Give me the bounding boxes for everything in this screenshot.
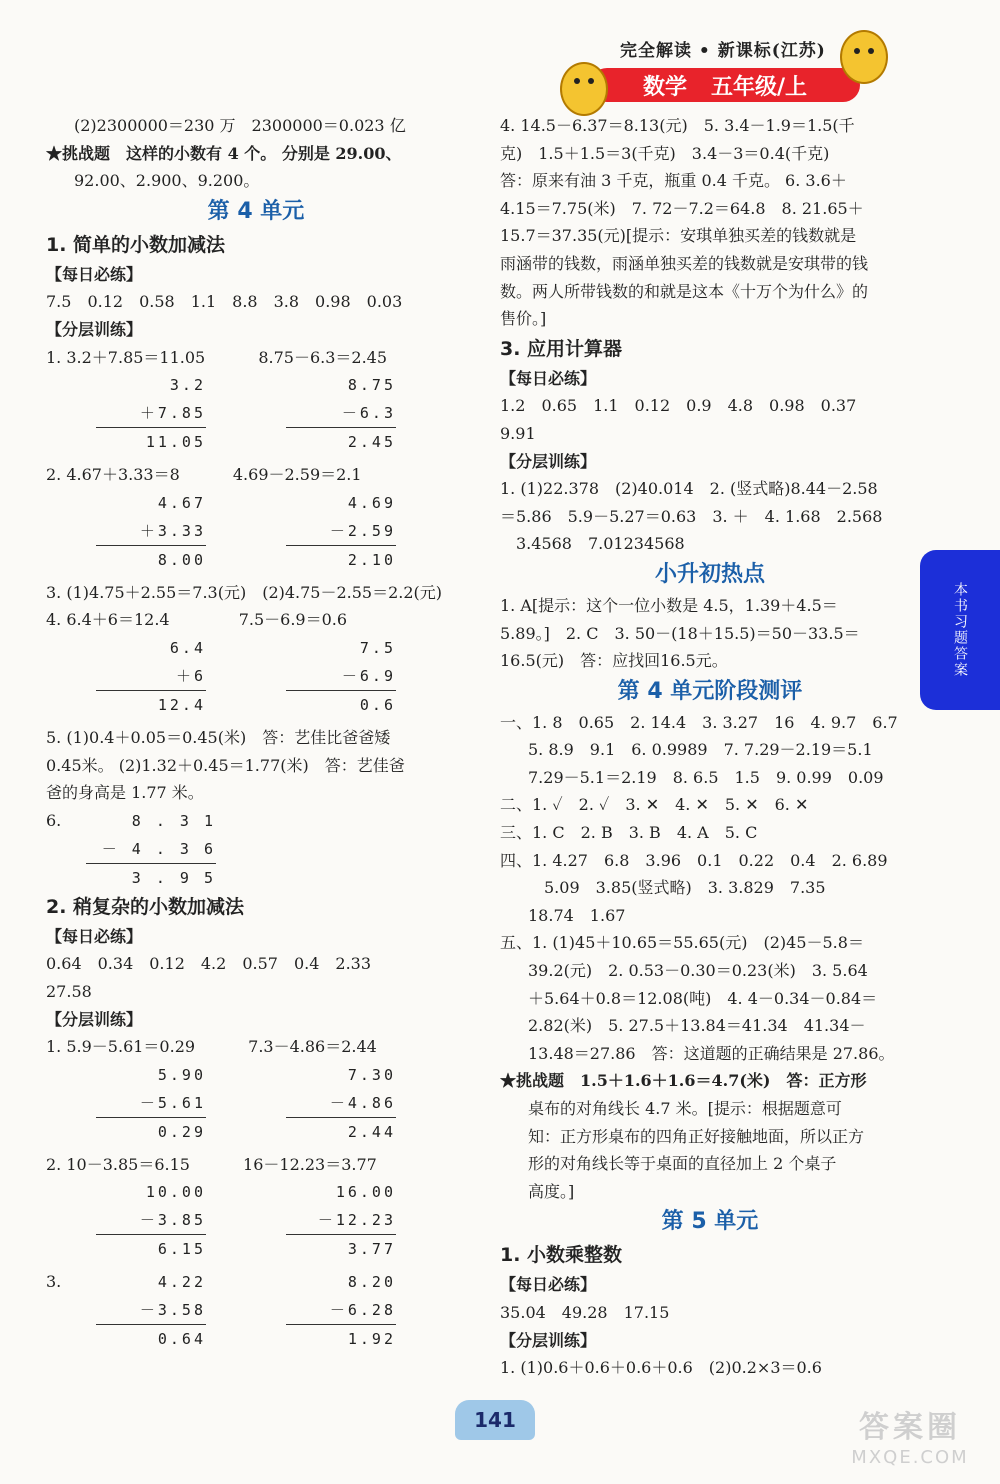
chick-mascot-icon	[840, 30, 888, 84]
calc-row: ＋3.33	[139, 521, 206, 540]
answer-line: 雨涵带的钱数，雨涵单独买差的钱数就是安琪带的钱	[500, 253, 869, 273]
daily-practice-heading: 【每日必练】	[46, 264, 143, 284]
calc-result: 3 . 9 5	[86, 863, 216, 892]
unit-title: 第 4 单元	[207, 198, 305, 224]
answer-line: 桌布的对角线长 4.7 米。[提示：根据题意可	[528, 1099, 842, 1118]
calc-row: 4.69	[347, 493, 396, 512]
answer-line: 1. A[提示：这个一位小数是 4.5，1.39＋4.5＝	[500, 595, 838, 615]
answer-line: 15.7＝37.35(元)[提示：安琪单独买差的钱数就是	[500, 226, 857, 246]
answer-line: 0.64 0.34 0.12 4.2 0.57 0.4 2.33	[46, 954, 372, 974]
answer-line: 0.45米。 (2)1.32＋0.45＝1.77(米) 答：艺佳爸	[46, 755, 405, 775]
chick-mascot-icon	[560, 62, 608, 116]
answer-line: 5.89。] 2. C 3. 50－(18＋15.5)＝50－33.5＝	[500, 623, 860, 643]
calc-row: 5.90	[157, 1065, 206, 1084]
daily-practice-heading: 【每日必练】	[500, 368, 597, 388]
answer-line: 2. 4.67＋3.33＝8 4.69－2.59＝2.1	[46, 465, 362, 485]
answer-line: 4. 6.4＋6＝12.4 7.5－6.9＝0.6	[46, 610, 348, 630]
calc-row: ＋7.85	[139, 404, 206, 423]
calc-row: －6.3	[341, 404, 396, 423]
answer-line	[46, 807, 466, 891]
answer-line: 16.5(元) 答：应找回16.5元。	[500, 651, 728, 671]
section-title: 2. 稍复杂的小数加减法	[46, 895, 245, 918]
layered-training-heading: 【分层训练】	[500, 451, 597, 471]
subject-banner	[590, 68, 860, 102]
calc-result: 0.29	[96, 1117, 206, 1146]
answer-line: 1. 5.9－5.61＝0.29 7.3－4.86＝2.44	[46, 1037, 377, 1057]
calc-row: 6.4	[169, 638, 206, 657]
page-header	[560, 30, 890, 110]
answer-line: ＝5.86 5.9－5.27＝0.63 3. ＋ 4. 1.68 2.568	[500, 506, 883, 526]
calc-row: －2.59	[329, 521, 396, 540]
calc-row: 3.2	[169, 376, 206, 395]
section-title: 1. 简单的小数加减法	[46, 233, 226, 256]
calc-row: 8 . 3 1	[131, 811, 216, 830]
calc-row: －3.85	[139, 1211, 206, 1230]
watermark-url: MXQE.COM	[851, 1447, 969, 1468]
question-number: 3.	[46, 1272, 62, 1292]
calc-result: 3.77	[286, 1234, 396, 1263]
calc-result: 2.44	[286, 1117, 396, 1146]
answer-line: 7.29－5.1＝2.19 8. 6.5 1.5 9. 0.99 0.09	[528, 767, 884, 787]
answer-line: 35.04 49.28 17.15	[500, 1302, 670, 1322]
answer-line: 5.09 3.85(竖式略) 3. 3.829 7.35	[544, 878, 826, 898]
vertical-calculation	[76, 1268, 396, 1352]
calc-result: 2.45	[286, 427, 396, 456]
vertical-calculation	[76, 807, 216, 891]
answer-line: 知：正方形桌布的四角正好接触地面，所以正方	[528, 1126, 865, 1146]
side-tab-answers[interactable]: 本书习题答案	[920, 550, 1000, 710]
subject-label: 数学	[642, 74, 687, 100]
calc-row: －4.86	[329, 1093, 396, 1112]
answer-line: 售价。]	[500, 309, 547, 329]
answer-line: 5. 8.9 9.1 6. 0.9989 7. 7.29－2.19＝5.1	[528, 740, 873, 760]
answer-line: 1. (1)0.6＋0.6＋0.6＋0.6 (2)0.2×3＝0.6	[500, 1358, 822, 1378]
unit-title: 第 5 单元	[661, 1209, 759, 1235]
answer-line: 2. 10－3.85＝6.15 16－12.23＝3.77	[46, 1154, 377, 1174]
question-number: 6.	[46, 810, 62, 830]
calc-row: －12.23	[317, 1211, 396, 1230]
test-heading: 第 4 单元阶段测评	[617, 678, 803, 704]
calc-result: 0.64	[96, 1324, 206, 1353]
section-heading: 小升初热点	[654, 561, 765, 587]
answer-line: 一、1. 8 0.65 2. 14.4 3. 3.27 16 4. 9.7 6.7	[500, 712, 898, 732]
answer-line: 二、1. ✓ 2. ✓ 3. ✕ 4. ✕ 5. ✕ 6. ✕	[500, 795, 809, 815]
calc-row: 7.5	[359, 638, 396, 657]
answer-line: 39.2(元) 2. 0.53－0.30＝0.23(米) 3. 5.64	[528, 961, 868, 981]
calc-result: 12.4	[96, 690, 206, 719]
calc-row: ＋6	[175, 666, 206, 685]
watermark-text: 答案圈	[859, 1410, 961, 1445]
answer-line: 18.74 1.67	[528, 905, 626, 925]
answer-line: 三、1. C 2. B 3. B 4. A 5. C	[500, 823, 758, 843]
vertical-calculation	[46, 634, 466, 724]
calc-row: 16.00	[335, 1183, 396, 1202]
calc-result: 11.05	[96, 427, 206, 456]
answer-line: 高度。]	[528, 1181, 575, 1201]
vertical-calculation	[46, 1178, 466, 1268]
calc-row: 8.75	[347, 376, 396, 395]
answer-line: 5. (1)0.4＋0.05＝0.45(米) 答：艺佳比爸爸矮	[46, 727, 391, 747]
answer-line: 3. (1)4.75＋2.55＝7.3(元) (2)4.75－2.55＝2.2(元)	[46, 582, 443, 602]
vertical-calculation	[46, 1061, 466, 1151]
answer-line: 形的对角线长等于桌面的直径加上 2 个桌子	[528, 1154, 837, 1174]
answer-line: 3.4568 7.01234568	[516, 534, 685, 554]
answer-line: 四、1. 4.27 6.8 3.96 0.1 0.22 0.4 2. 6.89	[500, 850, 888, 870]
section-title: 3. 应用计算器	[500, 337, 623, 360]
answer-line: 4.15＝7.75(米) 7. 72－7.2＝64.8 8. 21.65＋	[500, 198, 864, 218]
book-series-title: 完全解读 • 新课标(江苏)	[620, 41, 826, 61]
watermark-logo	[830, 1410, 990, 1476]
vertical-calculation	[46, 371, 466, 461]
left-column	[46, 112, 466, 1352]
calc-row: 7.30	[347, 1065, 396, 1084]
answer-line: 数。两人所带钱数的和就是这本《十万个为什么》的	[500, 281, 869, 301]
answer-line: 五、1. (1)45＋10.65＝55.65(元) (2)45－5.8＝	[500, 933, 864, 953]
layered-training-heading: 【分层训练】	[46, 1009, 143, 1029]
calc-row: 8.20	[347, 1273, 396, 1292]
calc-row: －6.9	[341, 666, 396, 685]
challenge-line: ★挑战题 这样的小数有 4 个。 分别是 29.00、	[46, 143, 402, 163]
answer-line: 1.2 0.65 1.1 0.12 0.9 4.8 0.98 0.37	[500, 396, 857, 416]
section-title: 1. 小数乘整数	[500, 1244, 623, 1267]
answer-line: 27.58	[46, 981, 92, 1001]
right-column	[500, 112, 920, 1382]
calc-row: －3.58	[139, 1301, 206, 1320]
answer-line: (2)2300000＝230 万 2300000＝0.023 亿	[74, 116, 406, 135]
calc-result: 8.00	[96, 545, 206, 574]
calc-row: －6.28	[329, 1301, 396, 1320]
calc-result: 2.10	[286, 545, 396, 574]
calc-result: 0.6	[286, 690, 396, 719]
answer-line: 1. (1)22.378 (2)40.014 2. (竖式略)8.44－2.58	[500, 479, 878, 499]
layered-training-heading: 【分层训练】	[500, 1330, 597, 1350]
daily-practice-heading: 【每日必练】	[500, 1275, 597, 1295]
calc-row: 10.00	[145, 1183, 206, 1202]
grade-label: 五年级/上	[710, 74, 808, 100]
answer-line: 答：原来有油 3 千克，瓶重 0.4 千克。 6. 3.6＋	[500, 171, 847, 191]
answer-line: 1. 3.2＋7.85＝11.05 8.75－6.3＝2.45	[46, 347, 388, 367]
answer-line	[46, 1268, 466, 1352]
answer-line: 9.91	[500, 423, 536, 443]
calc-row: －5.61	[139, 1093, 206, 1112]
calc-result: 6.15	[96, 1234, 206, 1263]
answer-line: 92.00、2.900、9.200。	[74, 171, 260, 191]
answer-line: 爸的身高是 1.77 米。	[46, 783, 204, 803]
challenge-line: ★挑战题 1.5＋1.6＋1.6＝4.7(米) 答：正方形	[500, 1071, 867, 1091]
calc-row: 4.67	[157, 493, 206, 512]
daily-practice-heading: 【每日必练】	[46, 926, 143, 946]
calc-row: － 4 . 3 6	[101, 839, 216, 858]
calc-result: 1.92	[286, 1324, 396, 1353]
answer-line: 2.82(米) 5. 27.5＋13.84＝41.34 41.34－	[528, 1016, 866, 1036]
answer-line: 4. 14.5－6.37＝8.13(元) 5. 3.4－1.9＝1.5(千	[500, 116, 855, 135]
vertical-calculation	[46, 489, 466, 579]
page-number: 141	[455, 1400, 535, 1440]
answer-line: ＋5.64＋0.8＝12.08(吨) 4. 4－0.34－0.84＝	[528, 988, 878, 1008]
answer-line: 7.5 0.12 0.58 1.1 8.8 3.8 0.98 0.03	[46, 292, 403, 312]
layered-training-heading: 【分层训练】	[46, 319, 143, 339]
calc-row: 4.22	[157, 1273, 206, 1292]
answer-line: 克) 1.5＋1.5＝3(千克) 3.4－3＝0.4(千克)	[500, 143, 830, 163]
answer-line: 13.48＝27.86 答：这道题的正确结果是 27.86。	[528, 1043, 895, 1063]
